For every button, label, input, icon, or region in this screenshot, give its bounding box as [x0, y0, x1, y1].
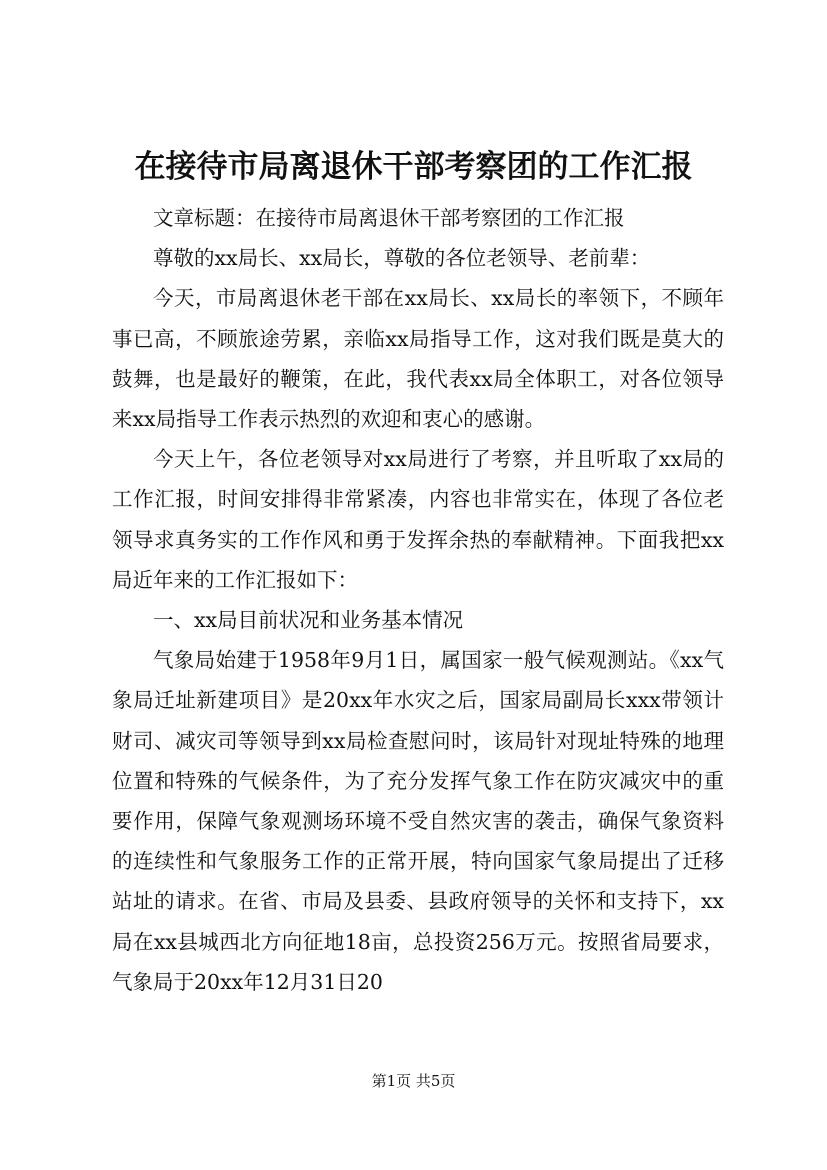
- inspection-paragraph: 今天上午，各位老领导对xx局进行了考察，并且听取了xx局的工作汇报，时间安排得非常紧凑，内容也非常实在，体现了各位老领导求真务实的工作作风和勇于发挥余热的奉献精神。下面我把xx局近年来的工作汇报如下：: [112, 447, 724, 592]
- salutation-paragraph: 尊敬的xx局长、xx局长，尊敬的各位老领导、老前辈：: [153, 246, 651, 271]
- article-title-line: 文章标题：在接待市局离退休干部考察团的工作汇报: [153, 206, 625, 230]
- document-body: [112, 198, 724, 1002]
- section-heading: 一、xx局目前状况和业务基本情况: [153, 608, 464, 633]
- opening-paragraph: 今天，市局离退休老干部在xx局长、xx局长的率领下，不顾年事已高，不顾旅途劳累，亲临xx局指导工作，这对我们既是莫大的鼓舞，也是最好的鞭策，在此，我代表xx局全体职工，对各位领导来xx局指导工作表示热烈的欢迎和衷心的感谢。: [112, 286, 724, 432]
- page-number-footer: 第1页 共5页: [371, 1072, 456, 1090]
- document-title: 在接待市局离退休干部考察团的工作汇报: [134, 149, 693, 185]
- history-paragraph: 气象局始建于1958年9月1日，属国家一般气候观测站。《xx气象局迁址新建项目》是20xx年水灾之后，国家局副局长xxx带领计财司、减灾司等领导到xx局检查慰问时，该局针对现址特殊的地理位置和特殊的气候条件，为了充分发挥气象工作在防灾减灾中的重要作用，保障气象观测场环境不受自然灾害的袭击，确保气象资料的连续性和气象服务工作的正常开展，特向国家气象局提出了迁移站址的请求。在省、市局及县委、县政府领导的关怀和支持下，xx局在xx县城西北方向征地18亩，总投资256万元。按照省局要求，气象局于20xx年12月31日20: [112, 648, 724, 994]
